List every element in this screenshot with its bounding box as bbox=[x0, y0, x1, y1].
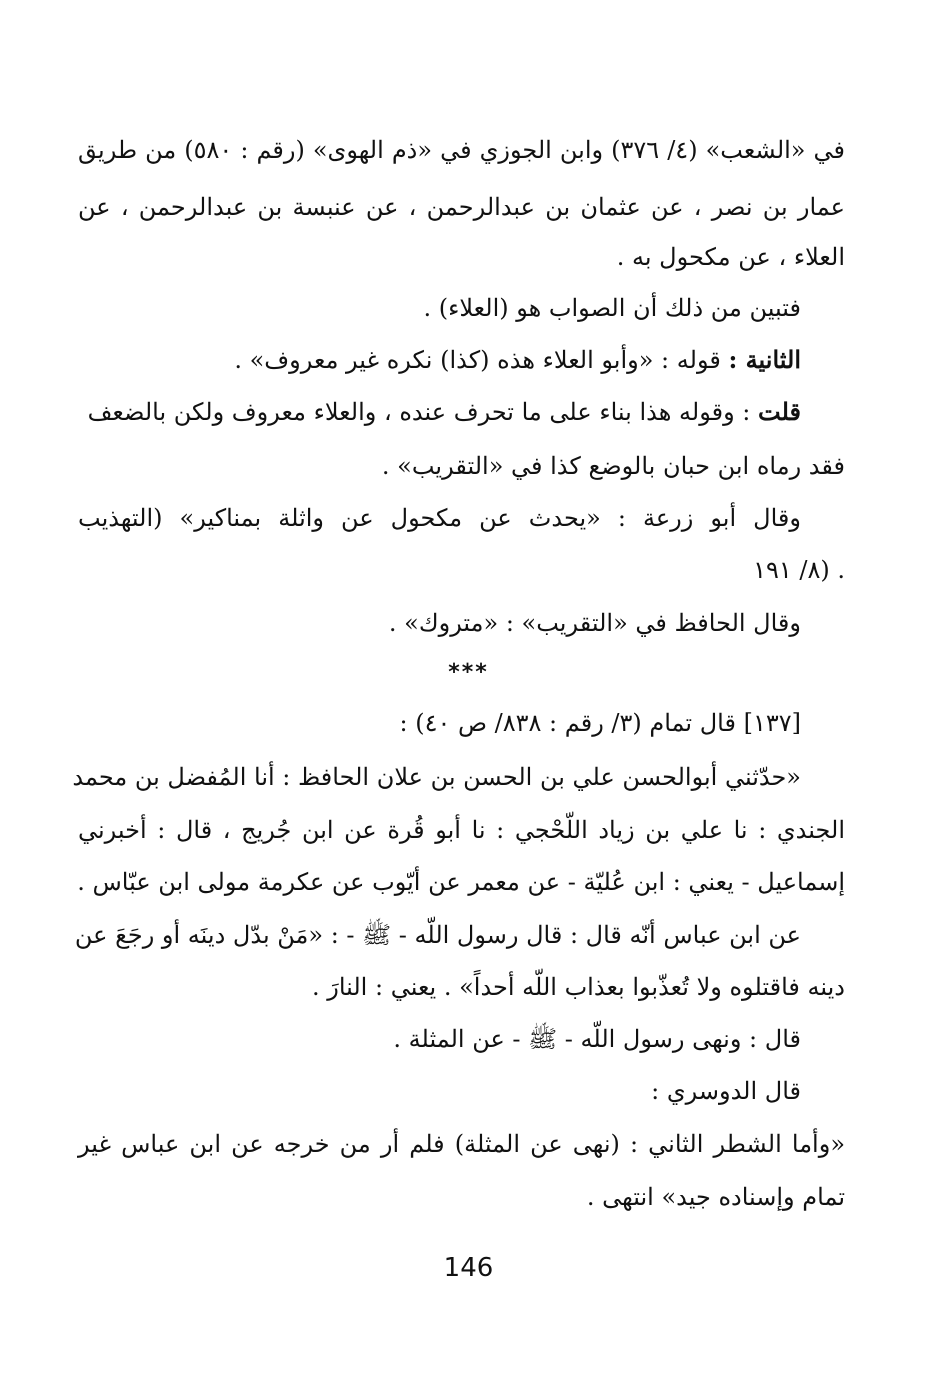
text-line: «وأما الشطر الثاني : (نهى عن المثلة) فلم أر من خرجه عن ابن عباس غير bbox=[78, 1130, 845, 1158]
text-line: وقال الحافظ في «التقريب» : «متروك» . bbox=[388, 609, 801, 637]
section-separator: *** bbox=[448, 660, 489, 685]
text-line: الجندي : نا علي بن زياد اللّحْجي : نا أبو قُرة عن ابن جُريج ، قال : أخبرني bbox=[78, 816, 845, 844]
text-span: : وقوله هذا بناء على ما تحرف عنده ، والعلاء معروف ولكن بالضعف bbox=[87, 398, 751, 426]
text-line: دينه فاقتلوه ولا تُعذّبوا بعذاب اللّه أحداً» . يعني : النارَ . bbox=[311, 973, 845, 1001]
text-line: العلاء ، عن مكحول به . bbox=[616, 243, 845, 271]
label-qult: قلت bbox=[758, 397, 801, 426]
text-line: تمام وإسناده جيد» انتهى . bbox=[586, 1183, 845, 1211]
text-line: عن ابن عباس أنّه قال : قال رسول اللّه - ﷺ - : «مَنْ بدّل دينَه أو رجَعَ عن bbox=[74, 921, 801, 949]
text-line: فقد رماه ابن حبان بالوضع كذا في «التقريب» . bbox=[381, 452, 845, 480]
text-line: قال : ونهى رسول اللّه - ﷺ - عن المثلة . bbox=[393, 1025, 801, 1053]
text-line: إسماعيل - يعني : ابن عُليّة - عن معمر عن أيّوب عن عكرمة مولى ابن عبّاس . bbox=[77, 868, 845, 896]
text-line: عمار بن نصر ، عن عثمان بن عبدالرحمن ، عن عنبسة بن عبدالرحمن ، عن bbox=[78, 193, 845, 221]
text-span: قوله : «وأبو العلاء هذه (كذا) نكره غير معروف» . bbox=[234, 346, 721, 374]
paragraph-second bbox=[234, 340, 801, 380]
page-number: 146 bbox=[443, 1253, 494, 1283]
label-second: الثانية : bbox=[728, 345, 801, 374]
text-line: قال الدوسري : bbox=[651, 1077, 801, 1105]
text-line: في «الشعب» (٤/ ٣٧٦) وابن الجوزي في «ذم الهوى» (رقم : ٥٨٠) من طريق bbox=[78, 136, 846, 164]
text-line: فتبين من ذلك أن الصواب هو (العلاء) . bbox=[423, 294, 801, 322]
text-line: ٨/ ١٩١) . bbox=[753, 556, 845, 584]
paragraph-qult bbox=[88, 392, 801, 432]
hadith-number-line: [١٣٧] قال تمام (٣/ رقم : ٨٣٨/ ص ٤٠) : bbox=[399, 709, 801, 737]
text-line: وقال أبو زرعة : «يحدث عن مكحول عن واثلة بمناكير» (التهذيب bbox=[78, 504, 801, 532]
text-line: «حدّثني أبوالحسن علي بن الحسن بن علان الحافظ : أنا المُفضل بن محمد bbox=[72, 763, 801, 791]
